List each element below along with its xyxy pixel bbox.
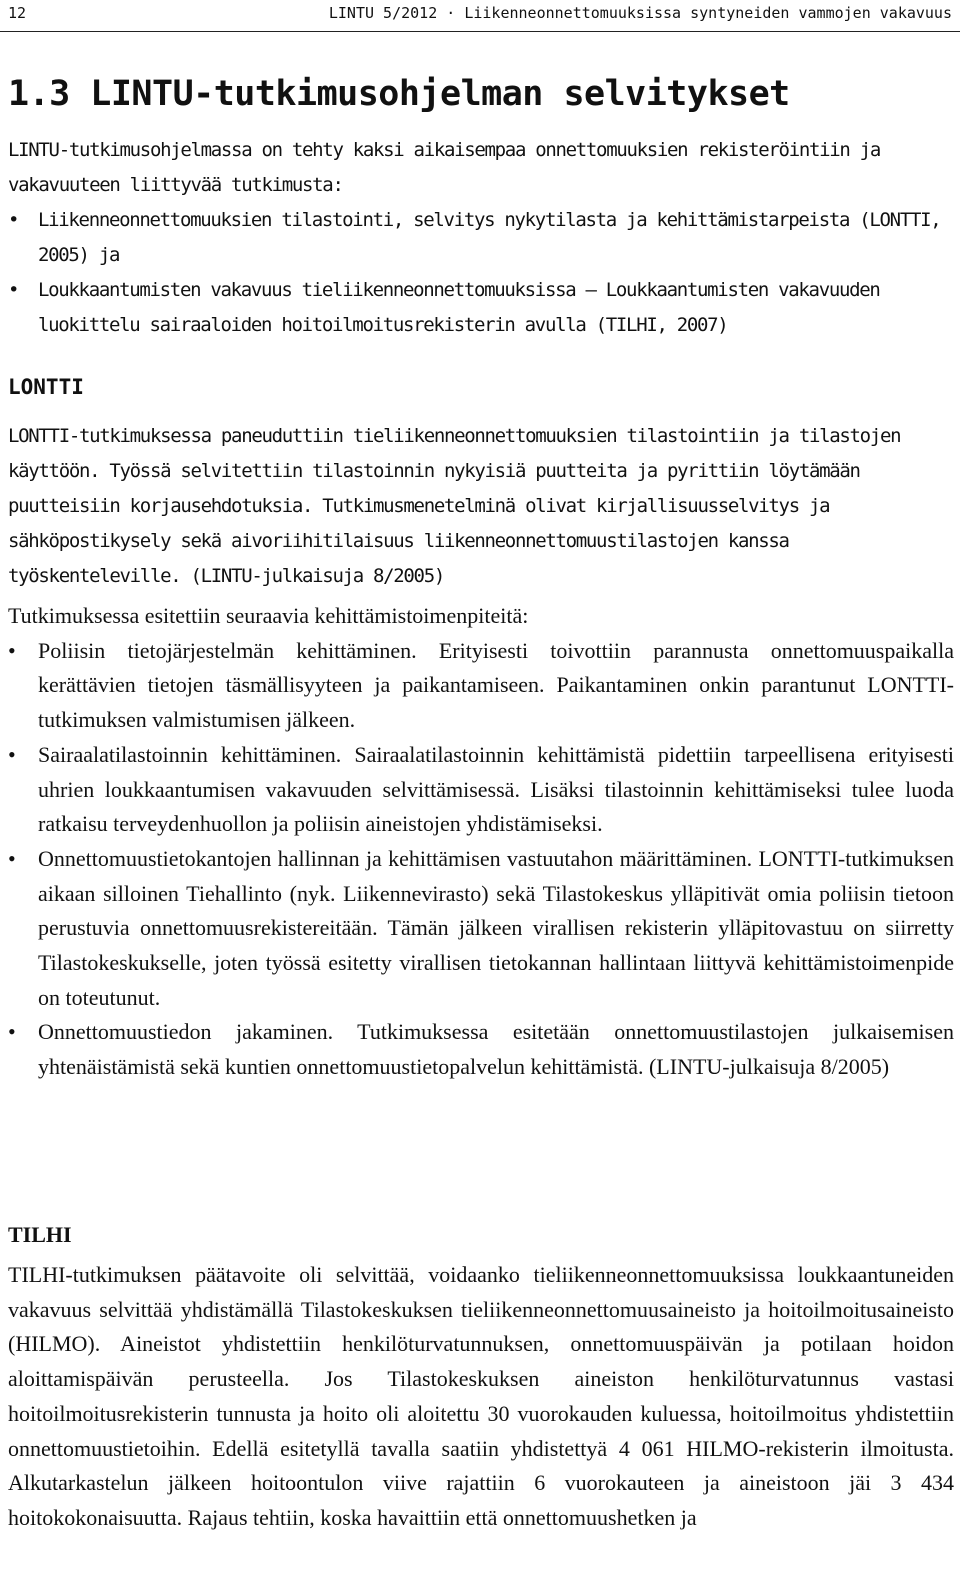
tilhi-paragraph: TILHI-tutkimuksen päätavoite oli selvittää, voidaanko tieliikenneonnettomuuksissa loukkaantuneiden vakavuus selvittää yhdistämällä Tilastokeskuksen tieliikenneonnettomuusaineisto ja hoitoilmoitusaineisto (HILMO). Aineistot yhdistettiin henkilöturvatunnuksen, onnettomuuspäivän ja potilaan hoidon aloittamispäivän perusteella. Jos Tilastokeskuksen aineiston henkilöturvatunnus vastasi hoitoilmoitusrekisterin tunnusta ja hoito oli aloitettu 30 vuorokauden kuluessa, hoitoilmoitus yhdistettiin onnettomuustietoihin. Edellä esitetyllä tavalla saatiin yhdistettyä 4 061 HILMO-rekisterin ilmoitusta. Alkutarkastelun jälkeen hoitoontulon viive rajattiin 6 vuorokauteen ja aineistoon jäi 3 434 hoitokokonaisuutta. Rajaus tehtiin, koska havaittiin että onnettomuushetken ja <box>8 1262 954 1530</box>
tilhi-heading: TILHI <box>8 1222 72 1247</box>
bullet-icon: • <box>8 1019 16 1045</box>
section-intro: LINTU-tutkimusohjelmassa on tehty kaksi aikaisempaa onnettomuuksien rekisteröintiin ja vakavuuteen liittyvää tutkimusta: <box>8 139 880 196</box>
measures-list <box>8 634 954 1085</box>
measures-list-item <box>8 1015 954 1084</box>
lontti-measures-block <box>8 599 954 1085</box>
lontti-heading: LONTTI <box>8 375 84 399</box>
lontti-measures-lead: Tutkimuksessa esitettiin seuraavia kehittämistoimenpiteitä: <box>8 603 529 628</box>
measure-text: Sairaalatilastoinnin kehittäminen. Sairaalatilastoinnin kehittämistä pidettiin tarpeellisena erityisesti uhrien loukkaantumisen vakavuuden selvittämisessä. Lisäksi tilastoinnin kehittämiseksi tulee luoda ratkaisu terveydenhuollon ja poliisin aineistojen yhdistämiseksi. <box>38 741 954 837</box>
bullet-icon: • <box>8 279 19 301</box>
study-text: Loukkaantumisten vakavuus tieliikenneonnettomuuksissa – Loukkaantumisten vakavuuden luokittelu sairaaloiden hoitoilmoitusrekisterin avulla (TILHI, 2007) <box>38 279 880 336</box>
bullet-icon: • <box>8 741 16 767</box>
running-header <box>0 0 960 32</box>
tilhi-paragraph-block <box>8 1258 954 1536</box>
bullet-icon: • <box>8 845 16 871</box>
study-list-item <box>8 273 954 343</box>
measure-text: Poliisin tietojärjestelmän kehittäminen. Erityisesti toivottiin parannusta onnettomuuspaikalla kerättävien tietojen täsmällisyyteen ja paikantamiseen. Paikantaminen onkin parantunut LONTTI-tutkimuksen valmistumisen jälkeen. <box>38 637 954 733</box>
section-intro-block <box>8 133 954 343</box>
lontti-paragraph-block <box>8 419 954 594</box>
bullet-icon: • <box>8 209 19 231</box>
measures-list-item <box>8 738 954 842</box>
section-title: 1.3 LINTU-tutkimusohjelman selvitykset <box>8 74 790 114</box>
running-header-title: LINTU 5/2012 · Liikenneonnettomuuksissa syntyneiden vammojen vakavuus <box>328 4 952 22</box>
bullet-icon: • <box>8 637 16 663</box>
measures-list-item <box>8 842 954 1016</box>
study-list-item <box>8 203 954 273</box>
page-number: 12 <box>8 4 27 22</box>
study-text: Liikenneonnettomuuksien tilastointi, selvitys nykytilasta ja kehittämistarpeista (LONTTI, 2005) ja <box>38 209 941 266</box>
measures-list-item <box>8 634 954 738</box>
measure-text: Onnettomuustietokantojen hallinnan ja kehittämisen vastuutahon määrittäminen. LONTTI-tutkimuksen aikaan silloinen Tiehallinto (nyk. Liikennevirasto) sekä Tilastokeskus ylläpitivät omia poliisin tietoon perustuvia onnettomuusrekistereitään. Tämän jälkeen virallisen rekisterin ylläpitovastuu on siirretty Tilastokeskukselle, joten työssä esitetty virallisen tietokannan hallintaan liittyvä kehittämistoimenpide on toteutunut. <box>38 845 954 1010</box>
study-list <box>8 203 954 343</box>
measure-text: Onnettomuustiedon jakaminen. Tutkimuksessa esitetään onnettomuustilastojen julkaisemisen yhtenäistämistä sekä kuntien onnettomuustietopalvelun kehittämistä. (LINTU-julkaisuja 8/2005) <box>38 1019 954 1080</box>
lontti-paragraph: LONTTI-tutkimuksessa paneuduttiin tieliikenneonnettomuuksien tilastointiin ja tilastojen käyttöön. Työssä selvitettiin tilastoinnin nykyisiä puutteita ja pyrittiin löytämään puutteisiin korjausehdotuksia. Tutkimusmenetelminä olivat kirjallisuusselvitys ja sähköpostikysely sekä aivoriihitilaisuus liikenneonnettomuustilastojen kanssa työskenteleville. (LINTU-julkaisuja 8/2005) <box>8 425 901 587</box>
